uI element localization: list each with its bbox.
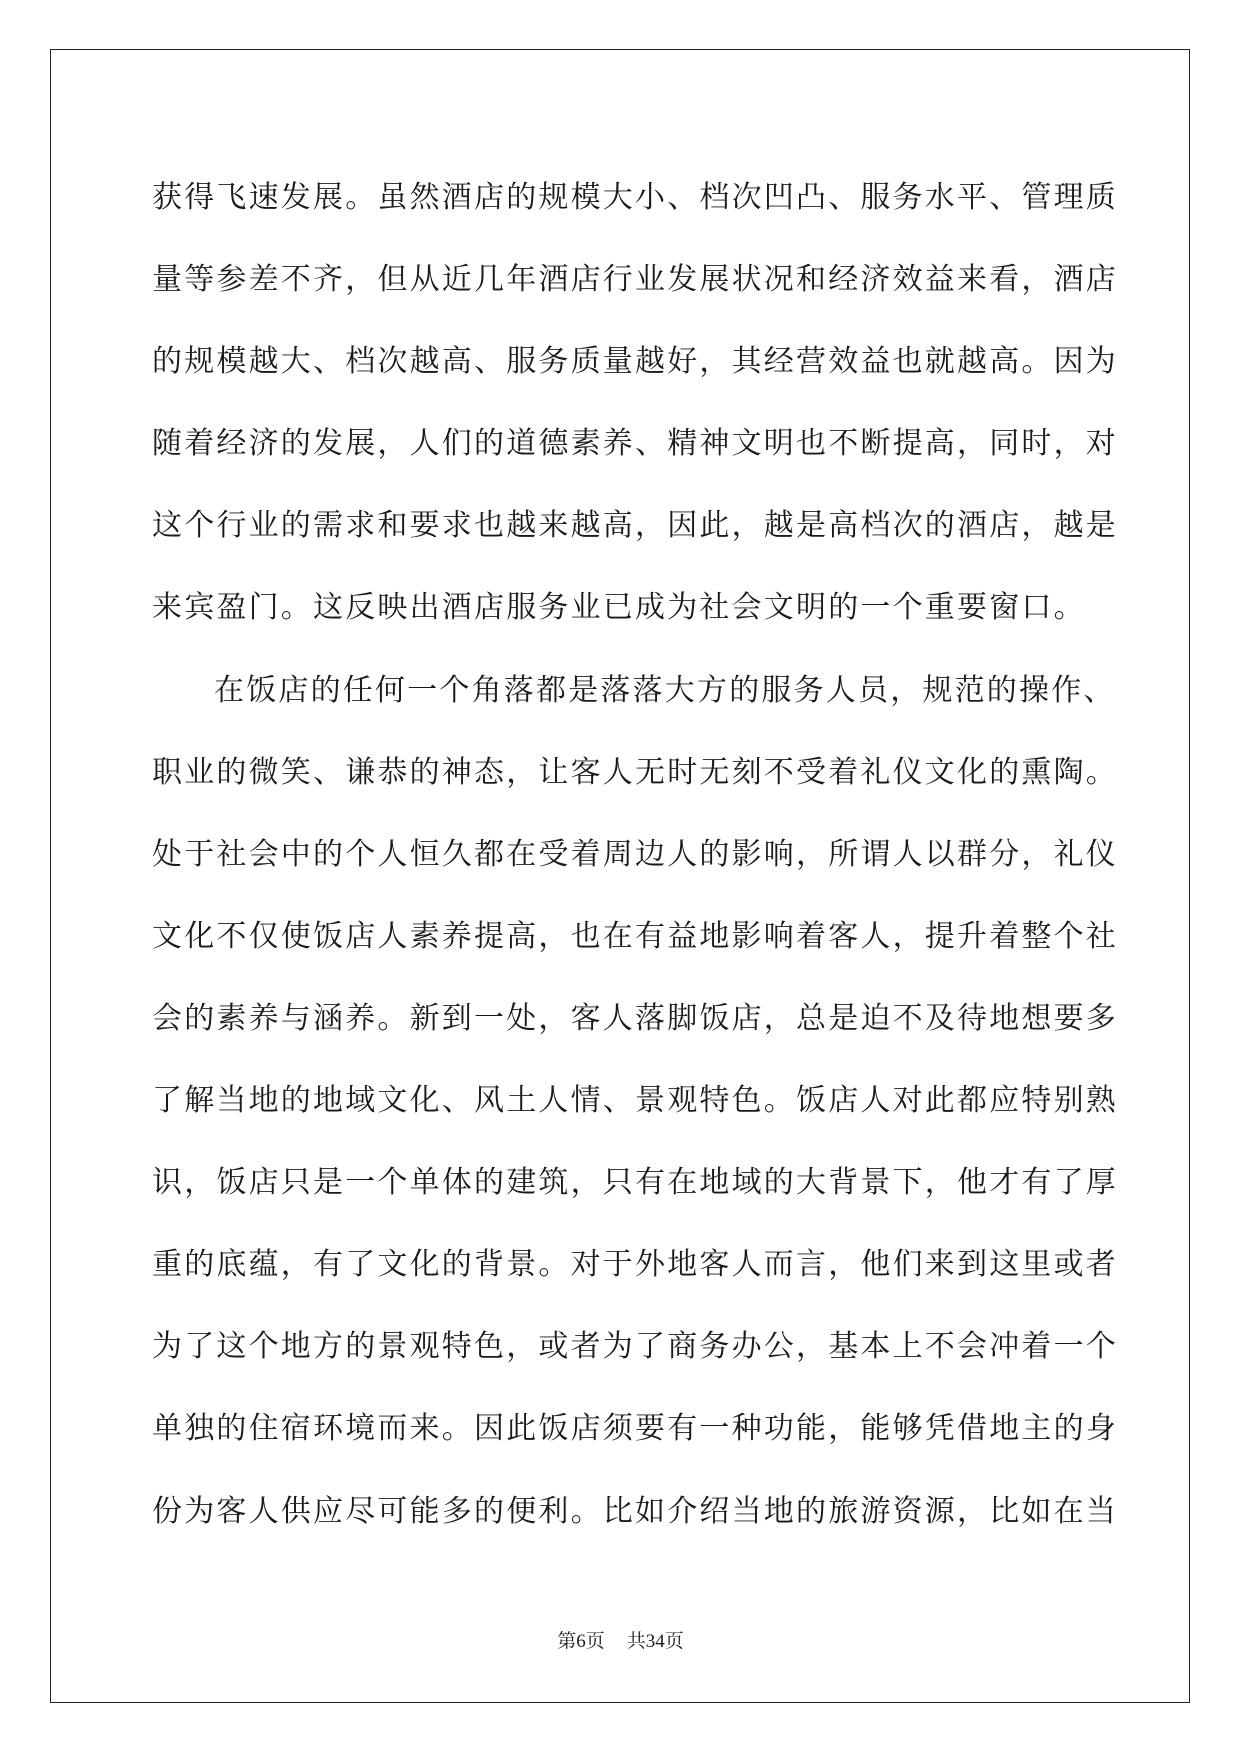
text-line: 单独的住宿环境而来。因此饭店须要有一种功能，能够凭借地主的身 <box>152 1411 1118 1447</box>
page-total: 共34页 <box>626 1631 684 1652</box>
text-line: 重的底蕴，有了文化的背景。对于外地客人而言，他们来到这里或者 <box>152 1247 1118 1283</box>
text-line: 文化不仅使饭店人素养提高，也在有益地影响着客人，提升着整个社 <box>152 918 1118 954</box>
text-line: 获得飞速发展。虽然酒店的规模大小、档次凹凸、服务水平、管理质 <box>152 180 1118 215</box>
text-line: 份为客人供应尽可能多的便利。比如介绍当地的旅游资源，比如在当 <box>152 1493 1118 1529</box>
text-line: 来宾盈门。这反映出酒店服务业已成为社会文明的一个重要窗口。 <box>152 590 1086 626</box>
text-line: 了解当地的地域文化、风土人情、景观特色。饭店人对此都应特别熟 <box>152 1083 1118 1119</box>
page-number: 第6页 <box>557 1631 605 1652</box>
text-line: 为了这个地方的景观特色，或者为了商务办公，基本上不会冲着一个 <box>152 1329 1118 1365</box>
text-line: 这个行业的需求和要求也越来越高，因此，越是高档次的酒店，越是 <box>152 508 1118 544</box>
text-line: 会的素养与涵养。新到一处，客人落脚饭店，总是迫不及待地想要多 <box>152 1000 1118 1036</box>
text-line: 职业的微笑、谦恭的神态，让客人无时无刻不受着礼仪文化的熏陶。 <box>152 754 1118 790</box>
page-footer <box>0 1626 1241 1653</box>
text-line: 随着经济的发展，人们的道德素养、精神文明也不断提高，同时，对 <box>152 426 1118 462</box>
text-line: 的规模越大、档次越高、服务质量越好，其经营效益也就越高。因为 <box>152 344 1118 380</box>
text-line: 识，饭店只是一个单体的建筑，只有在地域的大背景下，他才有了厚 <box>152 1165 1118 1201</box>
text-line: 处于社会中的个人恒久都在受着周边人的影响，所谓人以群分，礼仪 <box>152 836 1118 872</box>
text-line: 量等参差不齐，但从近几年酒店行业发展状况和经济效益来看，酒店 <box>152 262 1118 298</box>
paragraph-first-line: 在饭店的任何一个角落都是落落大方的服务人员，规范的操作、 <box>214 672 1116 708</box>
document-body <box>152 157 1118 1553</box>
